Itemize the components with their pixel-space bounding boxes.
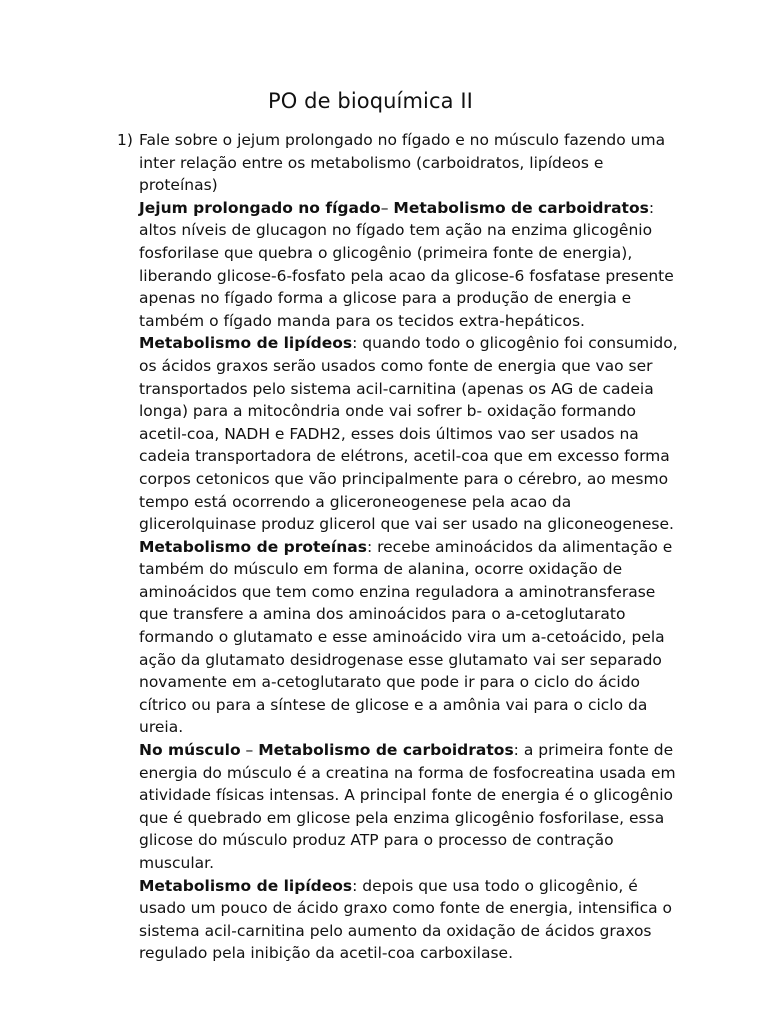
section-text: : quando todo o glicogênio foi consumido, os ácidos graxos serão usados como fonte de energia que vao ser transportados pelo sistema acil-carnitina (apenas os AG de cadeia longa) para a mitocôndria onde vai sofrer b- oxidação formando acetil-coa, NADH e FADH2, esses dois últimos vao ser usados na cadeia transportadora de elétrons, acetil-coa que em excesso forma corpos cetonicos que vão principalmente para o cérebro, ao mesmo tempo está ocorrendo a gliceroneogenese pela acao da glicerolquinase produz glicerol que vai ser usado na gliconeogenese. (139, 334, 678, 534)
section-text: : depois que usa todo o glicogênio, é usado um pouco de ácido graxo como fonte de energia, intensifica o sistema acil-carnitina pelo aumento da oxidação de ácidos graxos regulado pela inibição da acetil-coa carboxilase. (139, 876, 673, 963)
section-heading: Jejum prolongado no fígado (139, 198, 381, 217)
answer-body (139, 129, 679, 965)
section-text: : altos níveis de glucagon no fígado tem ação na enzima glicogênio fosforilase que quebra o glicogênio (primeira fonte de energia), liberando glicose-6-fosfato pela acao da glicose-6 fosfatase presente apenas no fígado forma a glicose para a produção de energia e também o fígado manda para os tecidos extra-hepáticos. (139, 198, 674, 330)
section-text: : recebe aminoácidos da alimentação e também do músculo em forma de alanina, ocorre oxidação de aminoácidos que tem como enzina reguladora a aminotransferase que transfere a amina dos aminoácidos para o a-cetoglutarato formando o glutamato e esse aminoácido vira um a-cetoácido, pela ação da glutamato desidrogenase esse glutamato vai ser separado novamente em a-cetoglutarato que pode ir para o ciclo do ácido cítrico ou para a síntese de glicose e a amônia vai para o ciclo da ureia. (139, 537, 673, 737)
section-liver-proteins (139, 536, 679, 739)
section-liver-carbohydrates (139, 197, 679, 333)
section-subheading: Metabolismo de carboidratos (393, 198, 649, 217)
section-subheading: Metabolismo de lipídeos (139, 334, 353, 353)
section-muscle-carbohydrates (139, 739, 679, 875)
section-subheading: Metabolismo de carboidratos (258, 741, 514, 760)
section-text: : a primeira fonte de energia do músculo é a creatina na forma de fosfocreatina usada em atividade físicas intensas. A principal fonte de energia é o glicogênio que é quebrado em glicose pela enzima glicogênio fosforilase, essa glicose do músculo produz ATP para o processo de contração muscular. (139, 741, 676, 872)
section-separator: – (380, 198, 394, 217)
question-text: Fale sobre o jejum prolongado no fígado e no músculo fazendo uma inter relação entre os metabolismo (carboidratos, lipídeos e proteínas) (139, 131, 666, 195)
section-subheading: Metabolismo de lipídeos (139, 876, 353, 895)
section-heading: No músculo (139, 741, 241, 760)
document-title: PO de bioquímica II (268, 89, 473, 113)
section-separator: – (240, 741, 259, 760)
question-number: 1) (117, 131, 133, 149)
section-liver-lipids (139, 332, 679, 535)
section-subheading: Metabolismo de proteínas (139, 537, 367, 556)
section-muscle-lipids (139, 875, 679, 965)
